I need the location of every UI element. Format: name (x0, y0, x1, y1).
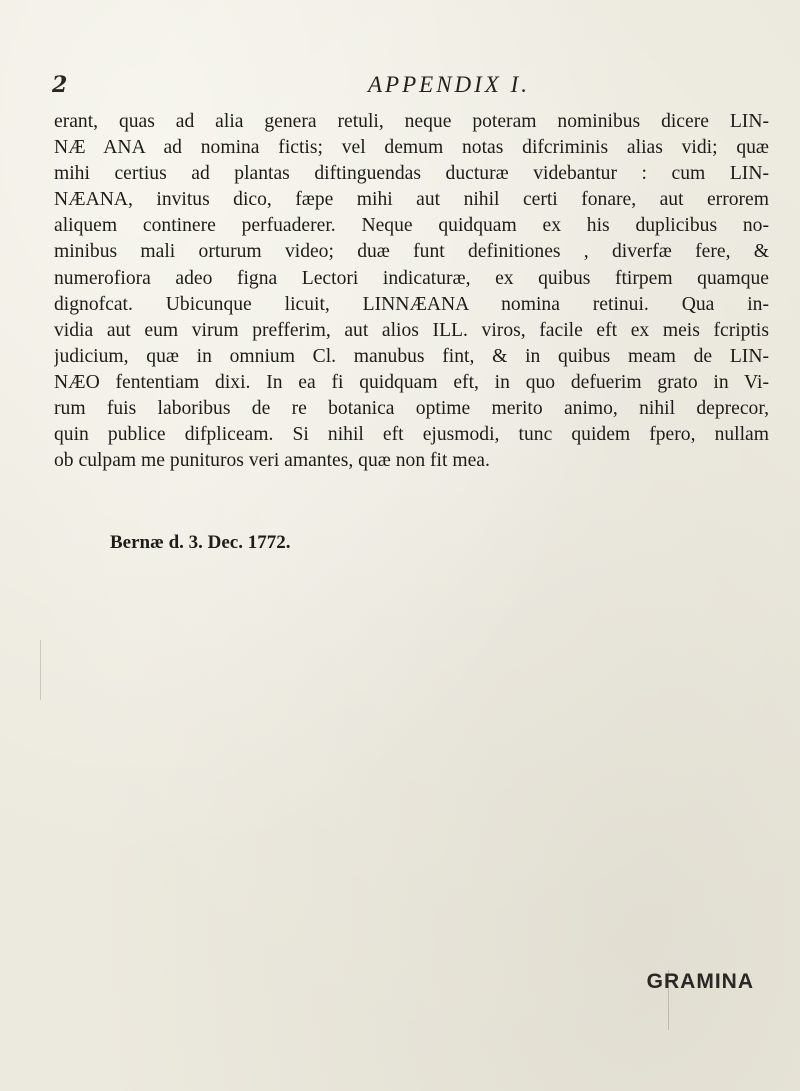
text-line: NÆANA, invitus dico, fæpe mihi aut nihil certi fonare, aut errorem (54, 189, 769, 211)
text-line: erant, quas ad alia genera retuli, neque poteram nominibus dicere LIN- (54, 111, 769, 132)
running-head (52, 72, 752, 102)
text-line: quin publice difpliceam. Si nihil eft ejusmodi, tunc quidem fpero, nullam (54, 424, 769, 446)
text-line: NÆ ANA ad nomina fictis; vel demum notas difcriminis alias vidi; quæ (54, 137, 769, 159)
text-line: numerofiora adeo figna Lectori indicaturæ, ex quibus ftirpem quamque (54, 267, 769, 289)
text-line: aliquem continere perfuaderer. Neque quidquam ex his duplicibus no- (54, 215, 769, 237)
text-line: dignofcat. Ubicunque licuit, LINNÆANA nomina retinui. Qua in- (54, 293, 769, 315)
text-line: rum fuis laboribus de re botanica optime merito animo, nihil deprecor, (54, 398, 769, 420)
text-line: minibus mali orturum video; duæ funt definitiones , diverfæ fere, & (54, 241, 769, 263)
dateline: Bernæ d. 3. Dec. 1772. (110, 532, 291, 553)
page-number: 2 (52, 72, 68, 98)
running-head-title: APPENDIX I. (368, 72, 531, 97)
paper-fold-mark (40, 640, 41, 700)
catchword: GRAMINA (646, 970, 754, 993)
text-line: vidia aut eum virum prefferim, aut alios ILL. viros, facile eft ex meis fcriptis (54, 319, 769, 341)
body-paragraph (54, 109, 769, 474)
text-line: ob culpam me punituros veri amantes, quæ non fit mea. (54, 450, 490, 472)
text-line: mihi certius ad plantas diftinguendas ducturæ videbantur : cum LIN- (54, 163, 769, 185)
text-line: NÆO fententiam dixi. In ea fi quidquam eft, in quo defuerim grato in Vi- (54, 371, 769, 393)
paper-fold-mark (668, 970, 669, 1030)
text-line: judicium, quæ in omnium Cl. manubus fint, & in quibus meam de LIN- (54, 345, 769, 367)
